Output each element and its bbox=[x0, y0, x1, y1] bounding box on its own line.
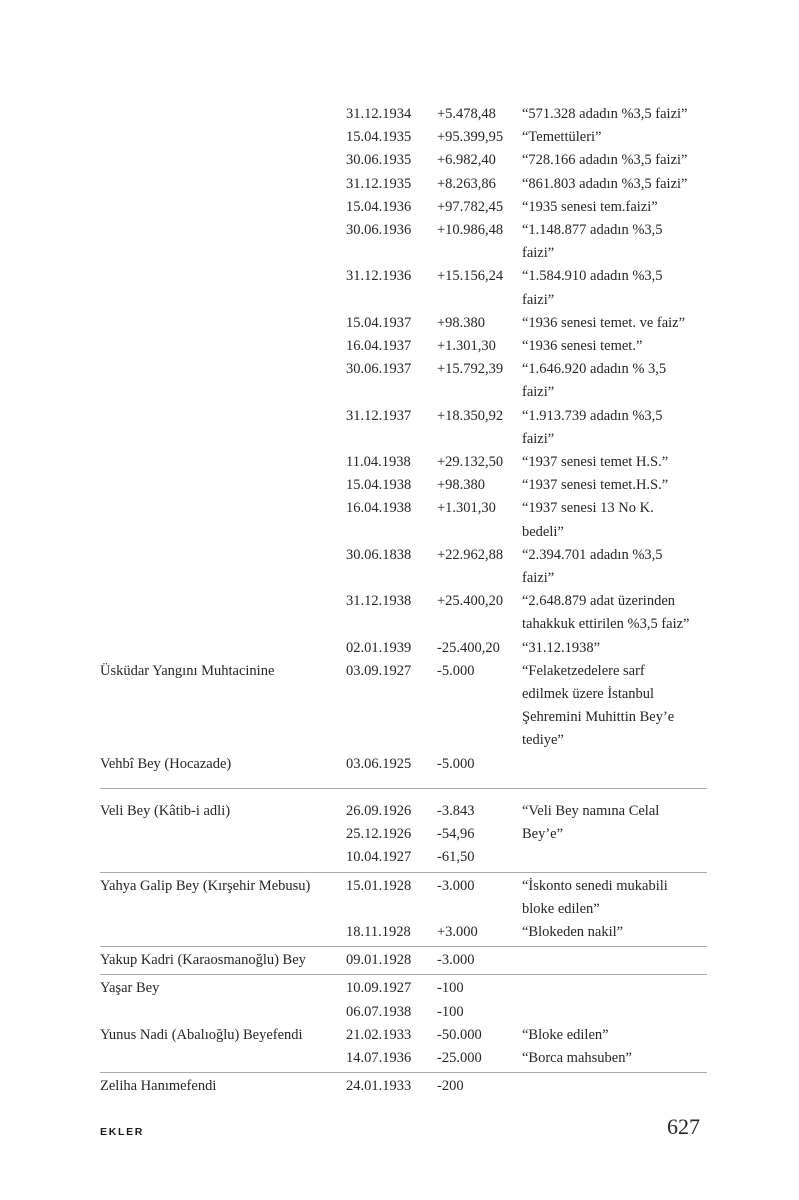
entry-date: 03.09.1927 bbox=[346, 662, 412, 679]
running-footer-label: EKLER bbox=[100, 1126, 145, 1138]
description-line: “Blokeden nakil” bbox=[522, 923, 624, 940]
entry-amount: -5.000 bbox=[437, 755, 475, 772]
table-row bbox=[100, 358, 707, 404]
account-name: Yahya Galip Bey (Kırşehir Mebusu) bbox=[100, 877, 311, 894]
table-row bbox=[100, 544, 707, 590]
account-name: Yakup Kadri (Karaosmanoğlu) Bey bbox=[100, 952, 306, 969]
entry-date: 15.04.1936 bbox=[346, 198, 412, 215]
entry-amount: +8.263,86 bbox=[437, 175, 496, 192]
description-line: “1.584.910 adadın %3,5 bbox=[522, 268, 663, 285]
table-row bbox=[100, 451, 707, 474]
table-row bbox=[100, 1075, 707, 1098]
entry-date: 10.04.1927 bbox=[346, 849, 412, 866]
table-row bbox=[100, 1001, 707, 1024]
description-line: “Felaketzedelere sarf bbox=[522, 662, 645, 679]
entry-amount: +5.478,48 bbox=[437, 106, 496, 122]
table-row bbox=[100, 1047, 707, 1070]
entry-date: 16.04.1938 bbox=[346, 500, 412, 517]
entry-date: 09.01.1928 bbox=[346, 952, 412, 969]
description-line: “1936 senesi temet. ve faiz” bbox=[522, 314, 686, 331]
entry-description bbox=[522, 219, 707, 265]
table-row bbox=[100, 219, 707, 265]
description-line: faizi” bbox=[522, 430, 555, 447]
account-name: Veli Bey (Kâtib-i adli) bbox=[100, 802, 231, 819]
ledger-entry bbox=[100, 1024, 707, 1070]
entry-date: 06.07.1938 bbox=[346, 1003, 412, 1020]
entry-description bbox=[522, 544, 707, 590]
entry-amount: -100 bbox=[437, 980, 464, 997]
description-line: “861.803 adadın %3,5 faizi” bbox=[522, 175, 688, 192]
entry-date: 31.12.1935 bbox=[346, 175, 412, 192]
description-line: “1937 senesi 13 No K. bbox=[522, 500, 654, 517]
account-ledger-table bbox=[100, 103, 707, 1098]
entry-description bbox=[522, 126, 707, 149]
description-line: bedeli” bbox=[522, 523, 564, 540]
entry-description bbox=[522, 1024, 707, 1047]
entry-amount: -25.000 bbox=[437, 1049, 482, 1066]
entry-description bbox=[522, 921, 707, 944]
entry-amount: -61,50 bbox=[437, 849, 475, 866]
table-row bbox=[100, 103, 707, 126]
ledger-entry bbox=[100, 1072, 707, 1098]
ledger-entry bbox=[100, 872, 707, 945]
entry-description bbox=[522, 173, 707, 196]
description-line: “2.394.701 adadın %3,5 bbox=[522, 546, 663, 563]
entry-date: 18.11.1928 bbox=[346, 923, 411, 940]
table-row bbox=[100, 126, 707, 149]
entry-amount: -3.000 bbox=[437, 952, 475, 969]
ledger-entry bbox=[100, 974, 707, 1023]
entry-description bbox=[522, 1047, 707, 1070]
table-row bbox=[100, 173, 707, 196]
entry-description bbox=[522, 875, 707, 921]
entry-amount: +29.132,50 bbox=[437, 454, 504, 471]
table-row bbox=[100, 405, 707, 451]
entry-amount: +98.380 bbox=[437, 477, 486, 494]
description-line: Bey’e” bbox=[522, 826, 564, 843]
entry-date: 31.12.1936 bbox=[346, 268, 412, 285]
ledger-entry bbox=[100, 788, 707, 870]
entry-description bbox=[522, 451, 707, 474]
entry-amount: +97.782,45 bbox=[437, 198, 504, 215]
entry-date: 25.12.1926 bbox=[346, 826, 412, 843]
entry-date: 21.02.1933 bbox=[346, 1026, 412, 1043]
table-row bbox=[100, 196, 707, 219]
description-line: “31.12.1938” bbox=[522, 639, 601, 656]
entry-description bbox=[522, 590, 707, 636]
account-name: Vehbî Bey (Hocazade) bbox=[100, 755, 232, 772]
entry-date: 15.04.1938 bbox=[346, 477, 412, 494]
account-name: Yaşar Bey bbox=[100, 980, 160, 997]
ledger-entry bbox=[100, 103, 707, 660]
entry-amount: +95.399,95 bbox=[437, 129, 504, 146]
entry-date: 15.04.1937 bbox=[346, 314, 412, 331]
entry-date: 10.09.1927 bbox=[346, 980, 412, 997]
table-row bbox=[100, 1024, 707, 1047]
entry-description bbox=[522, 637, 707, 660]
entry-date: 02.01.1939 bbox=[346, 639, 412, 656]
entry-description bbox=[522, 358, 707, 404]
table-row bbox=[100, 312, 707, 335]
description-line: faizi” bbox=[522, 245, 555, 262]
entry-amount: -54,96 bbox=[437, 826, 475, 843]
description-line: “1.646.920 adadın % 3,5 bbox=[522, 361, 667, 378]
entry-date: 15.01.1928 bbox=[346, 877, 412, 894]
entry-amount: +15.792,39 bbox=[437, 361, 504, 378]
entry-date: 30.06.1935 bbox=[346, 152, 412, 169]
table-row bbox=[100, 660, 707, 753]
entry-description bbox=[522, 149, 707, 172]
entry-amount: +98.380 bbox=[437, 314, 486, 331]
entry-date: 24.01.1933 bbox=[346, 1078, 412, 1095]
entry-description bbox=[522, 335, 707, 358]
table-row bbox=[100, 921, 707, 944]
entry-amount: -100 bbox=[437, 1003, 464, 1020]
entry-date: 26.09.1926 bbox=[346, 802, 412, 819]
table-row bbox=[100, 474, 707, 497]
entry-amount: -3.843 bbox=[437, 802, 475, 819]
table-row bbox=[100, 846, 707, 869]
description-line: edilmek üzere İstanbul bbox=[522, 686, 655, 703]
account-name: Yunus Nadi (Abalıoğlu) Beyefendi bbox=[100, 1026, 303, 1043]
entry-date: 31.12.1938 bbox=[346, 593, 412, 610]
entry-amount: +25.400,20 bbox=[437, 593, 504, 610]
table-row bbox=[100, 875, 707, 921]
description-line: “1.148.877 adadın %3,5 bbox=[522, 222, 663, 239]
entry-description bbox=[522, 103, 707, 126]
table-row bbox=[100, 637, 707, 660]
description-line: “571.328 adadın %3,5 faizi” bbox=[522, 106, 688, 122]
account-name: Üsküdar Yangını Muhtacinine bbox=[100, 662, 275, 679]
entry-amount: -5.000 bbox=[437, 662, 475, 679]
description-line: “1937 senesi temet.H.S.” bbox=[522, 477, 669, 494]
description-line: “Veli Bey namına Celal bbox=[522, 802, 660, 819]
ledger-entry bbox=[100, 946, 707, 972]
ledger-entry bbox=[100, 660, 707, 753]
entry-description bbox=[522, 312, 707, 335]
entry-amount: -3.000 bbox=[437, 877, 475, 894]
entry-date: 30.06.1838 bbox=[346, 546, 412, 563]
table-row bbox=[100, 590, 707, 636]
entry-date: 30.06.1936 bbox=[346, 222, 412, 239]
entry-amount: +1.301,30 bbox=[437, 500, 496, 517]
entry-amount: +1.301,30 bbox=[437, 338, 496, 355]
description-line: faizi” bbox=[522, 384, 555, 401]
page-number: 627 bbox=[667, 1114, 700, 1139]
entry-amount: +6.982,40 bbox=[437, 152, 496, 169]
entry-date: 03.06.1925 bbox=[346, 755, 412, 772]
entry-date: 15.04.1935 bbox=[346, 129, 412, 146]
table-row bbox=[100, 977, 707, 1000]
entry-description bbox=[522, 800, 659, 846]
description-line: “2.648.879 adat üzerinden bbox=[522, 593, 676, 610]
entry-amount: +18.350,92 bbox=[437, 407, 504, 424]
entry-description bbox=[522, 474, 707, 497]
description-line: “Bloke edilen” bbox=[522, 1026, 609, 1043]
table-row bbox=[100, 149, 707, 172]
entry-description bbox=[522, 405, 707, 451]
description-line: “Temettüleri” bbox=[522, 129, 602, 146]
entry-amount: -200 bbox=[437, 1078, 464, 1095]
table-row bbox=[100, 265, 707, 311]
account-name: Zeliha Hanımefendi bbox=[100, 1078, 217, 1095]
entry-amount: +22.962,88 bbox=[437, 546, 504, 563]
entry-amount: +10.986,48 bbox=[437, 222, 504, 239]
table-row bbox=[100, 949, 707, 972]
description-line: Şehremini Muhittin Bey’e bbox=[522, 709, 675, 726]
description-line: bloke edilen” bbox=[522, 900, 600, 917]
entry-description bbox=[522, 265, 707, 311]
description-line: faizi” bbox=[522, 291, 555, 308]
entry-description bbox=[522, 660, 707, 753]
description-line: “Borca mahsuben” bbox=[522, 1049, 632, 1066]
description-line: “1.913.739 adadın %3,5 bbox=[522, 407, 663, 424]
description-line: “1935 senesi tem.faizi” bbox=[522, 198, 658, 215]
entry-date: 31.12.1934 bbox=[346, 106, 412, 122]
entry-date: 30.06.1937 bbox=[346, 361, 412, 378]
entry-date: 11.04.1938 bbox=[346, 454, 411, 471]
entry-date: 16.04.1937 bbox=[346, 338, 412, 355]
description-line: “1936 senesi temet.” bbox=[522, 338, 643, 355]
entry-description bbox=[522, 497, 707, 543]
entry-amount: -50.000 bbox=[437, 1026, 482, 1043]
table-row bbox=[100, 335, 707, 358]
description-line: “İskonto senedi mukabili bbox=[522, 877, 668, 894]
table-row bbox=[100, 497, 707, 543]
description-line: tediye” bbox=[522, 732, 564, 749]
entry-amount: -25.400,20 bbox=[437, 639, 500, 656]
entry-amount: +3.000 bbox=[437, 923, 478, 940]
entry-date: 14.07.1936 bbox=[346, 1049, 412, 1066]
entry-date: 31.12.1937 bbox=[346, 407, 412, 424]
description-line: “1937 senesi temet H.S.” bbox=[522, 454, 669, 471]
ledger-entry bbox=[100, 753, 707, 776]
description-line: “728.166 adadın %3,5 faizi” bbox=[522, 152, 688, 169]
description-line: faizi” bbox=[522, 570, 555, 587]
entry-description bbox=[522, 196, 707, 219]
entry-amount: +15.156,24 bbox=[437, 268, 504, 285]
description-line: tahakkuk ettirilen %3,5 faiz” bbox=[522, 616, 690, 633]
table-row bbox=[100, 753, 707, 776]
